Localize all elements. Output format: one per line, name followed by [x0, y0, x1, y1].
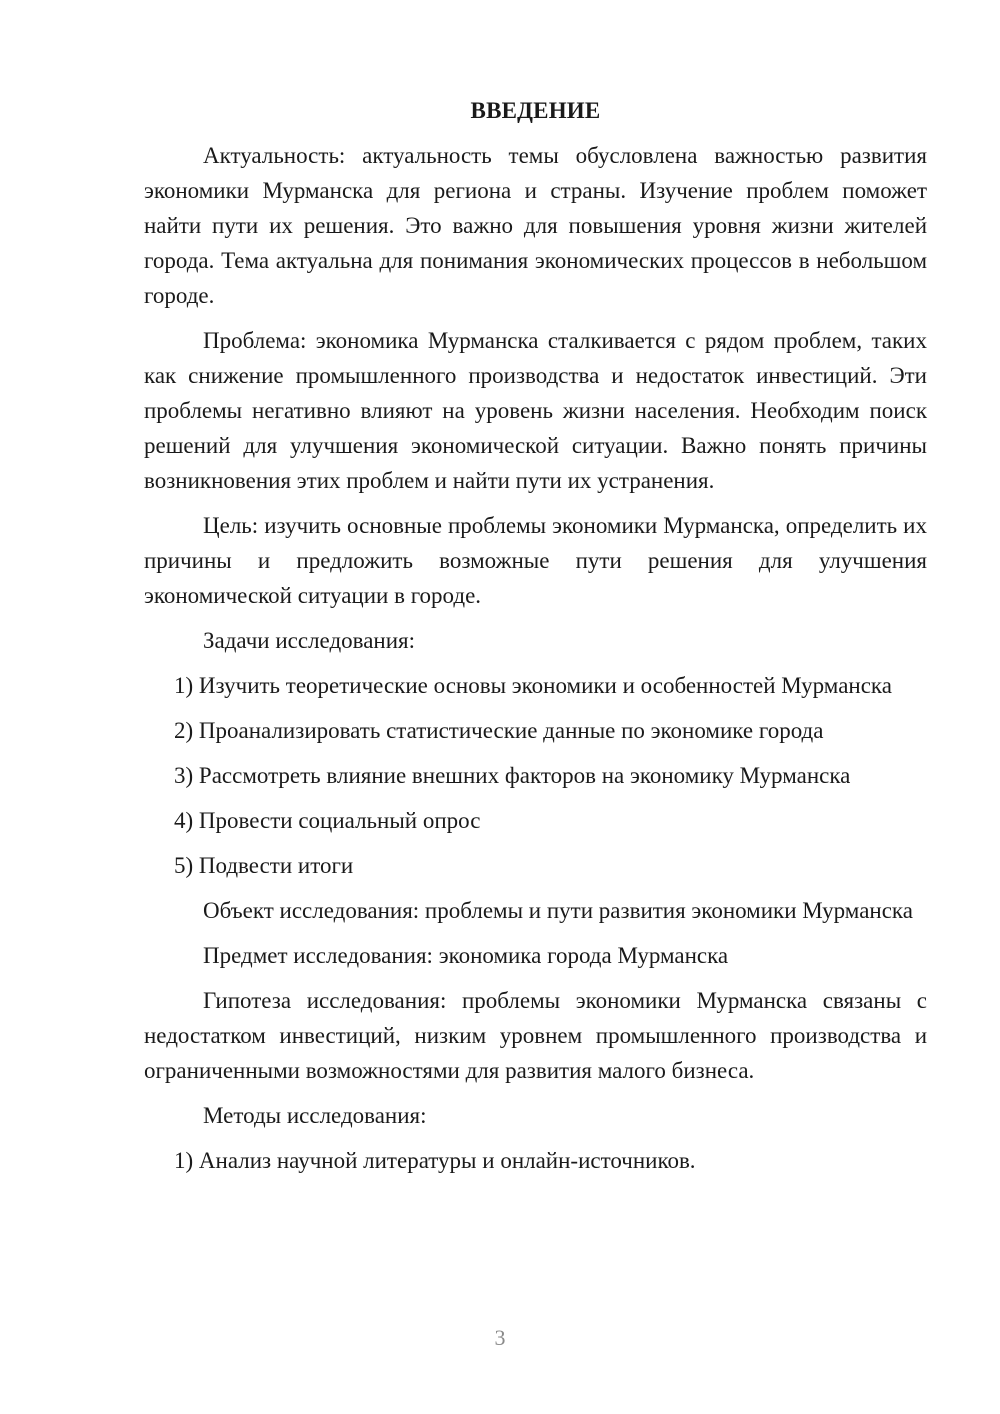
- method-item: 1) Анализ научной литературы и онлайн-источников.: [174, 1148, 696, 1173]
- task-item: 5) Подвести итоги: [174, 853, 354, 878]
- research-object: Объект исследования: проблемы и пути развития экономики Мурманска: [203, 898, 913, 923]
- problem-paragraph: Проблема: экономика Мурманска сталкивается с рядом проблем, таких как снижение промышленного производства и недостаток инвестиций. Эти проблемы негативно влияют на уровень жизни населения. Необходим поиск решений для улучшения экономической ситуации. Важно понять причины возникновения этих проблем и найти пути их устранения.: [144, 328, 927, 493]
- methods-heading: Методы исследования:: [203, 1103, 427, 1128]
- research-subject: Предмет исследования: экономика города Мурманска: [203, 943, 729, 968]
- page-number: 3: [494, 1325, 506, 1350]
- tasks-heading: Задачи исследования:: [203, 628, 416, 653]
- task-item: 1) Изучить теоретические основы экономики и особенностей Мурманска: [174, 673, 892, 698]
- research-hypothesis: Гипотеза исследования: проблемы экономики Мурманска связаны с недостатком инвестиций, низким уровнем промышленного производства и ограниченными возможностями для развития малого бизнеса.: [144, 988, 927, 1083]
- goal-paragraph: Цель: изучить основные проблемы экономики Мурманска, определить их причины и предложить возможные пути решения для улучшения экономической ситуации в городе.: [144, 513, 927, 608]
- task-item: 4) Провести социальный опрос: [174, 808, 481, 833]
- page-content: [144, 96, 927, 1188]
- task-item: 3) Рассмотреть влияние внешних факторов на экономику Мурманска: [174, 763, 851, 788]
- page-title: ВВЕДЕНИЕ: [470, 98, 601, 123]
- task-item: 2) Проанализировать статистические данные по экономике города: [174, 718, 824, 743]
- relevance-paragraph: Актуальность: актуальность темы обусловлена важностью развития экономики Мурманска для региона и страны. Изучение проблем поможет найти пути их решения. Это важно для повышения уровня жизни жителей города. Тема актуальна для понимания экономических процессов в небольшом городе.: [144, 143, 927, 308]
